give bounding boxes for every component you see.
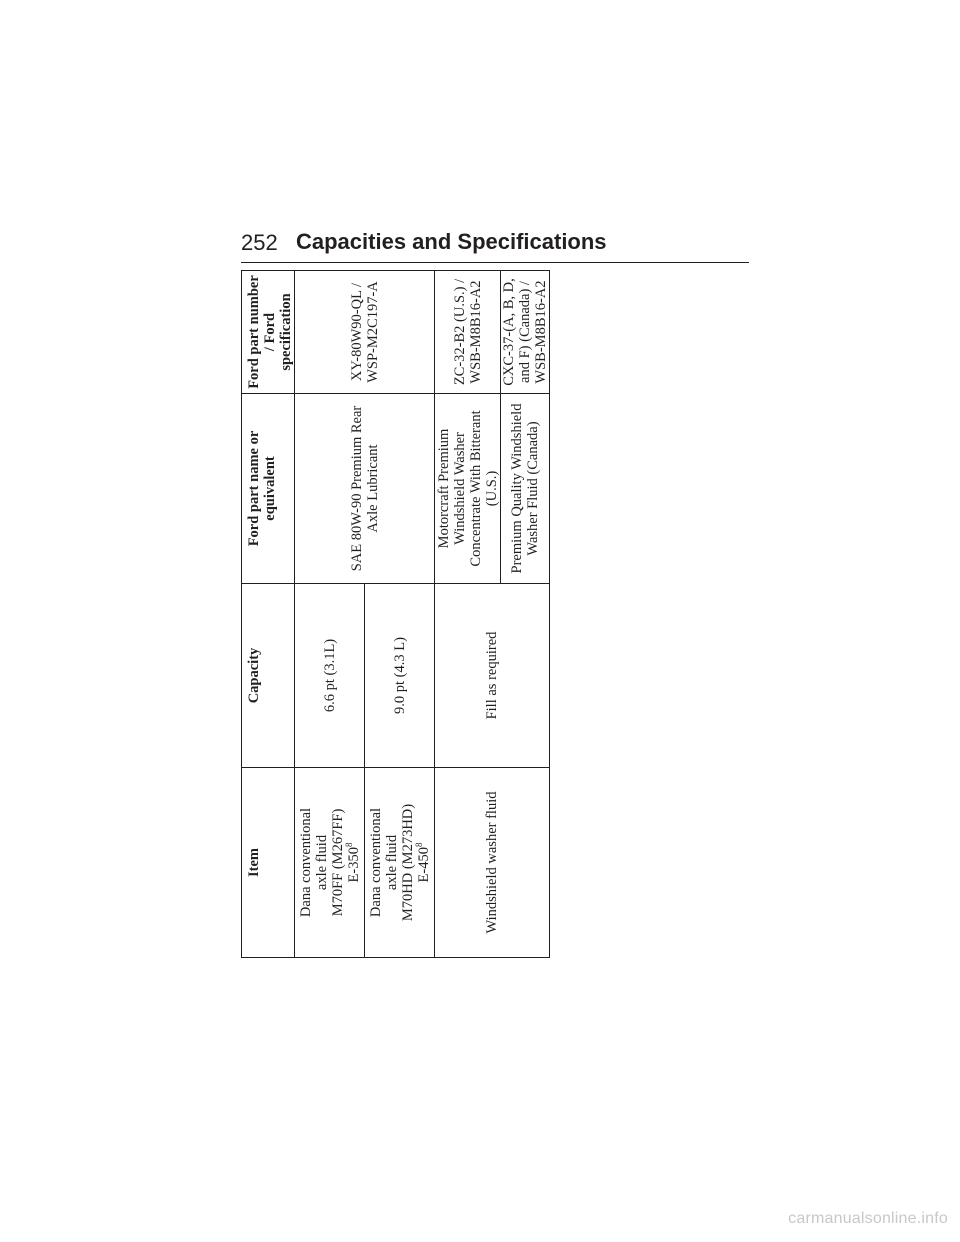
table-row: [295, 271, 365, 958]
item-cell-e350: [295, 768, 365, 958]
axle-part-name-cell: SAE 80W-90 Premium Rear Axle Lubricant: [295, 394, 435, 584]
item-line: Dana conventional: [367, 807, 384, 918]
header-part-name: Ford part name or equivalent: [242, 394, 295, 584]
capacity-cell-e350: 6.6 pt (3.1L): [295, 584, 365, 768]
footnote-marker: 8: [343, 842, 354, 848]
page-number: 252: [241, 230, 278, 255]
table-header-row: [242, 271, 295, 958]
spec-table-frame: [241, 271, 549, 958]
washer-us-part-name-cell: Motorcraft Premium Windshield Washer Concentrate With Bitterant (U.S.): [435, 394, 501, 584]
capacities-spec-table: [241, 270, 550, 958]
item-model: E-350: [345, 847, 362, 883]
capacity-cell-e450: 9.0 pt (4.3 L): [365, 584, 435, 768]
table-row: [435, 271, 501, 958]
item-model-line: [343, 772, 362, 953]
header-part-number: Ford part number / Ford specification: [242, 271, 295, 394]
item-model: E-450: [415, 847, 432, 883]
item-model-line: [413, 772, 432, 953]
header-capacity: Capacity: [242, 584, 295, 768]
item-line: M70FF (M267FF): [329, 808, 346, 917]
item-line: Dana conventional: [297, 807, 314, 918]
axle-part-number-cell: XY-80W90-QL / WSP-M2C197-A: [295, 271, 435, 394]
washer-ca-part-number-cell: CXC-37-(A, B, D, and F) (Canada) / WSB-M8B16-A2: [501, 271, 550, 394]
washer-ca-part-name-cell: Premium Quality Windshield Washer Fluid (Canada): [501, 394, 550, 584]
header-item: Item: [242, 768, 295, 958]
item-line: axle fluid: [383, 834, 400, 891]
item-line: axle fluid: [313, 834, 330, 891]
washer-item-cell: Windshield washer fluid: [435, 768, 550, 958]
page-header: [241, 228, 749, 263]
washer-us-part-number-cell: ZC-32-B2 (U.S.) / WSB-M8B16-A2: [435, 271, 501, 394]
site-watermark: carmanualsonline.info: [788, 1210, 948, 1227]
footnote-marker: 8: [413, 842, 424, 848]
section-title: Capacities and Specifications: [296, 229, 607, 254]
washer-capacity-cell: Fill as required: [435, 584, 550, 768]
item-cell-e450: [365, 768, 435, 958]
item-line: M70HD (M273HD): [399, 803, 416, 922]
